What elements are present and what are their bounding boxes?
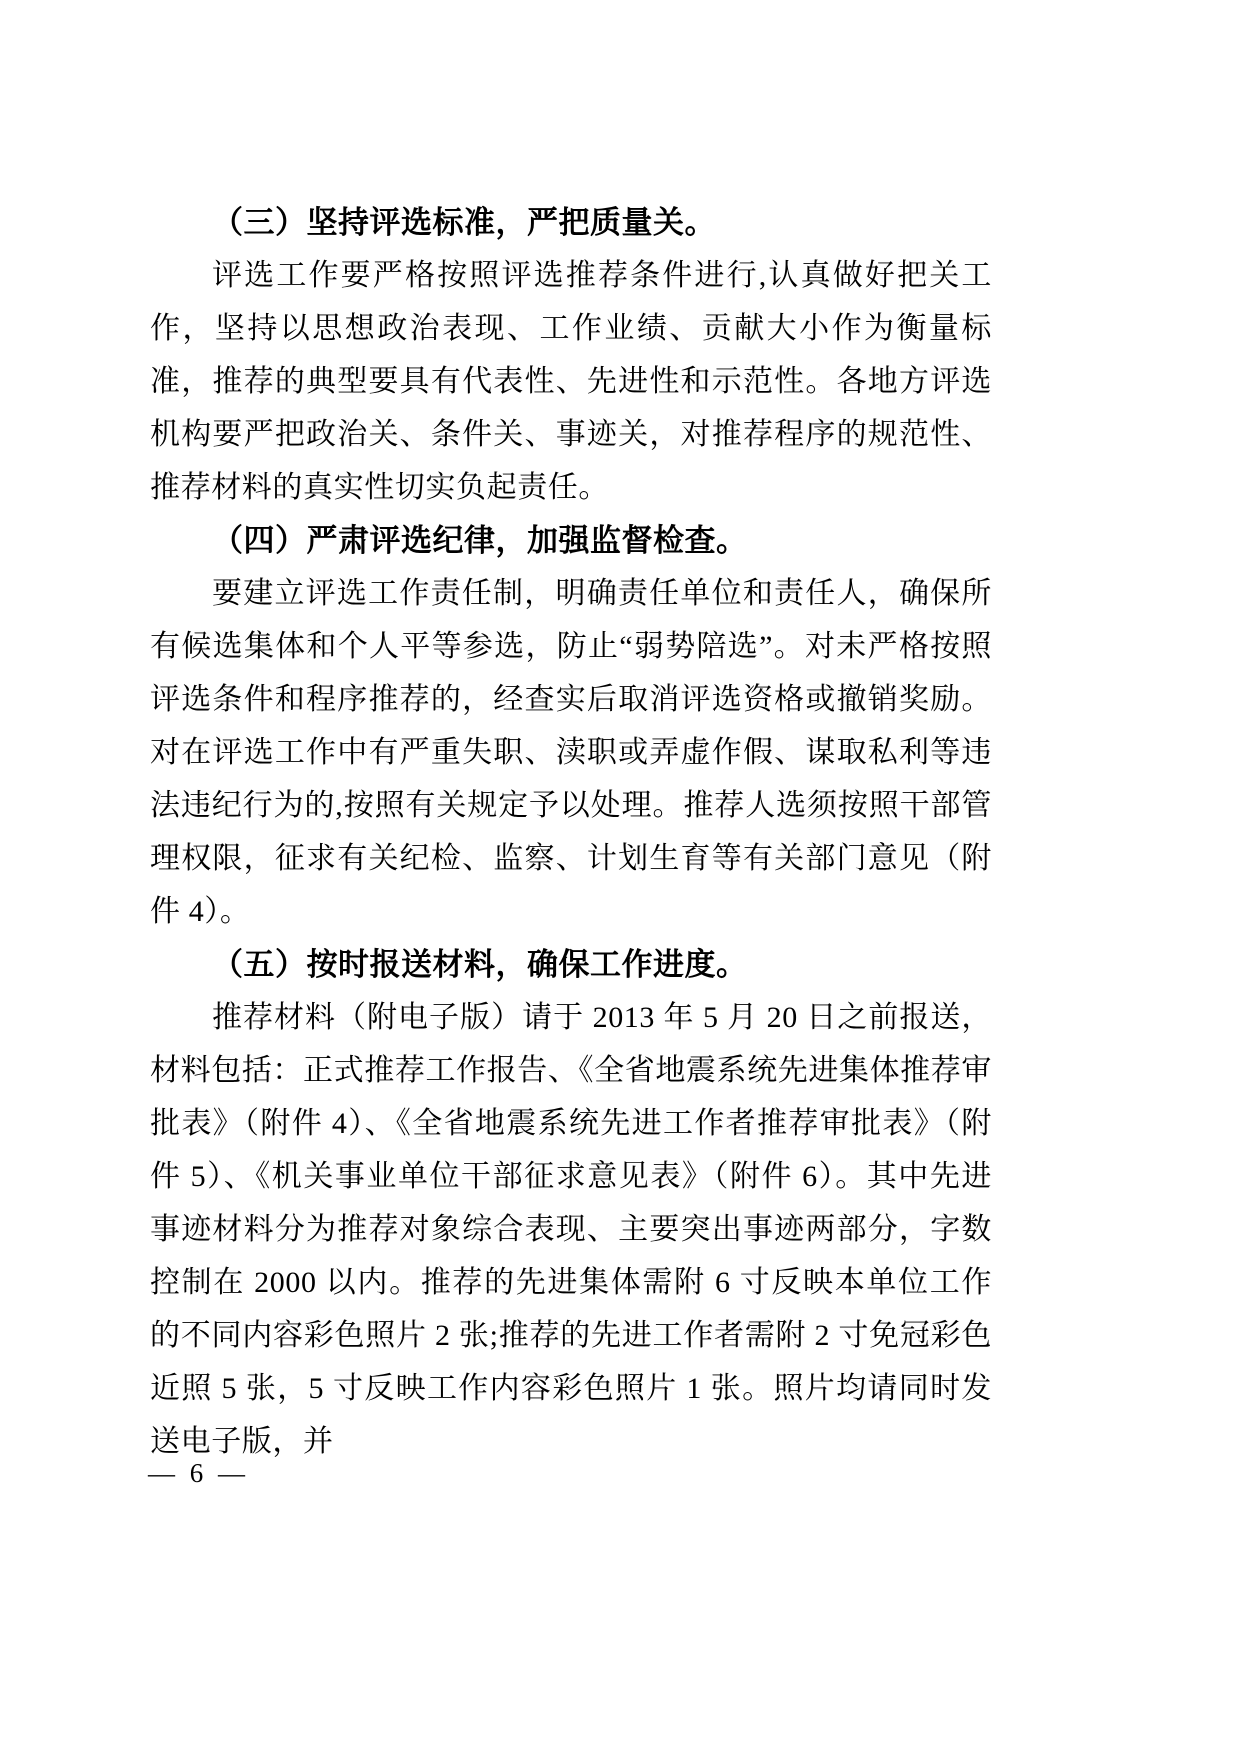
section-4-heading: （四）严肃评选纪律，加强监督检查。 <box>212 523 748 558</box>
document-content <box>150 196 992 1468</box>
section-4-paragraph: 要建立评选工作责任制，明确责任单位和责任人，确保所有候选集体和个人平等参选，防止“弱势陪选”。对未严格按照评选条件和程序推荐的，经查实后取消评选资格或撤销奖励。对在评选工作中有严重失职、渎职或弄虚作假、谋取私利等违法违纪行为的,按照有关规定予以处理。推荐人选须按照干部管理权限，征求有关纪检、监察、计划生育等有关部门意见（附件 4）。 <box>150 577 992 928</box>
page-number: — 6 — <box>148 1458 249 1488</box>
section-5-heading: （五）按时报送材料，确保工作进度。 <box>212 947 748 982</box>
section-3-heading: （三）坚持评选标准，严把质量关。 <box>212 205 716 240</box>
section-3-paragraph: 评选工作要严格按照评选推荐条件进行,认真做好把关工作，坚持以思想政治表现、工作业绩、贡献大小作为衡量标准，推荐的典型要具有代表性、先进性和示范性。各地方评选机构要严把政治关、条件关、事迹关，对推荐程序的规范性、推荐材料的真实性切实负起责任。 <box>150 259 992 504</box>
section-5-paragraph: 推荐材料（附电子版）请于 2013 年 5 月 20 日之前报送，材料包括：正式推荐工作报告、《全省地震系统先进集体推荐审批表》（附件 4）、《全省地震系统先进工作者推荐审批表》（附件 5）、《机关事业单位干部征求意见表》（附件 6）。其中先进事迹材料分为推荐对象综合表现、主要突出事迹两部分，字数控制在 2000 以内。推荐的先进集体需附 6 寸反映本单位工作的不同内容彩色照片 2 张;推荐的先进工作者需附 2 寸免冠彩色近照 5 张，5 寸反映工作内容彩色照片 1 张。照片均请同时发送电子版，并 <box>150 1001 992 1458</box>
